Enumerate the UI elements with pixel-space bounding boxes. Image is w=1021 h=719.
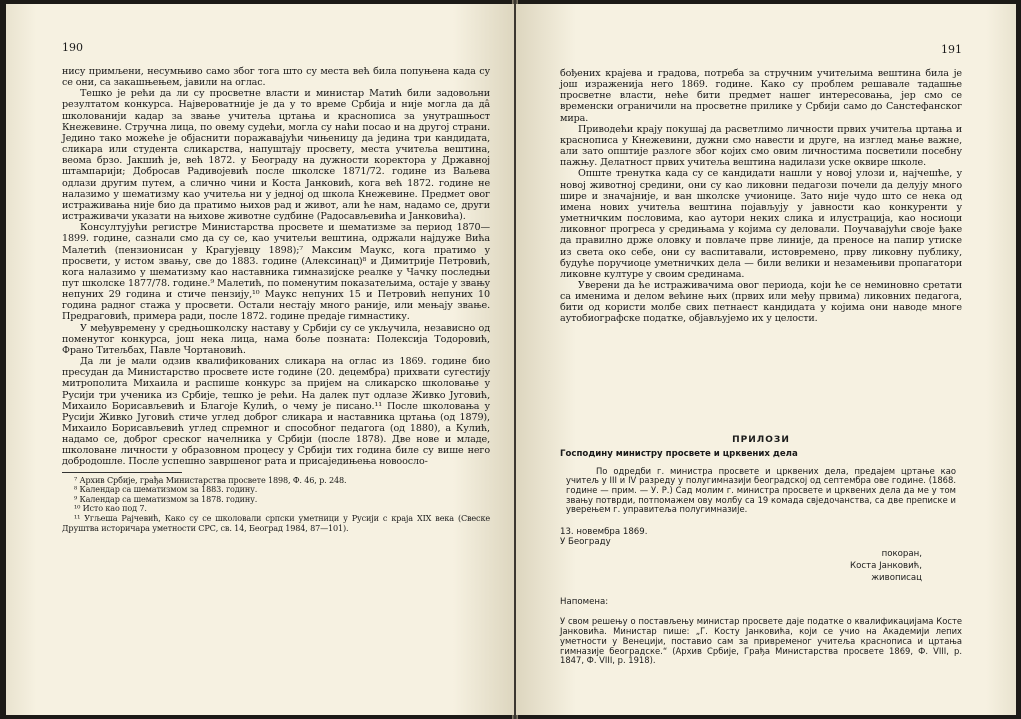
paragraph: бођених крајева и градова, потреба за стручним учитељима вештина била је још израженија него 1869. године. Како су проблем решавале тадашње просветне власти, неће бити предмет нашег интересовања, јер смо се временски ограничили на просветне прилике у Србији само до Санстефанског мира. (560, 68, 962, 124)
paragraph: У међувремену у средњошколску наставу у Србији су се укључила, независно од поменутог конкурса, још нека лица, нама боље позната: Полексија Тодоровић, Франо Титељбах, Павле Чортановић. (62, 322, 490, 356)
paragraph: Тешко је рећи да ли су просветне власти и министар Матић били задовољни резултатом конкурса. Највероватније је да у то време Србија и није могла да дâ школованији кадар за звање учитеља цртања и краснописа за унутрашњост Кнежевине. Стручна лица, по овему судећи, могла су наћи посао и на другој страни. Једино тако можеће је објаснити поражавајући чињеницу да једина три кандидата, сликара или студента сликарства, напуштају просвету, места учитеља вештина, веома брзо. Јакшић је, већ 1872. у Београду на дужности коректора у Државној штампарији; Добросав Радивојевић после школске 1871/72. године из Ваљева одлази другим путем, а слично чини и Коста Јанковић, кога већ 1872. године не налазимо у шематизму као учитеља ни у једној од школа Кнежевине. Предмет овог истраживања није био да пратимо њихов рад и живот, али ће нам, надамо се, други истраживачи указати на њихове животне судбине (Радосављевића и Јанковића). (62, 88, 490, 223)
right-page (516, 4, 1016, 715)
footnotes (62, 476, 490, 534)
letter-signer-title: живописац (871, 573, 922, 584)
letter-place: У Београду (560, 537, 611, 548)
letter-signature: Коста Јанковић, (850, 561, 922, 572)
footnote-rule (62, 472, 182, 473)
footnote: ¹⁰ Исто као под 7. (74, 503, 147, 514)
footnote: ⁹ Календар са шематизмом за 1878. годину. (74, 493, 258, 504)
left-page (6, 4, 514, 715)
paragraph: Уверени да ће истраживачима овог периода, који ће се неминовно сретати са именима и делом већине њих (првих или међу првима) ликовних педагога, бити од користи молбе свих петнаест кандидата у којима они наводе многе аутобиографске податке, објављујемо их у целости. (560, 279, 962, 325)
footnote: ⁷ Архив Србије, грађа Министарства просвете 1898, Ф. 46, р. 248. (74, 474, 347, 485)
paragraph: нису примљени, несумњиво само због тога што су места већ била попуњена када су се они, са закашњењем, јавили на оглас. (62, 66, 490, 89)
paragraph: Опште тренутка када су се кандидати нашли у новој улози и, најчешће, у новој животној средини, они су као ликовни педагози почели да делују много шире и значајније, и ван школске учионице. Зато није чудо што се нека од имена нових учитеља вештина појављују у јавности као конкуренти у уметничким пословима, као аутори неких слика и илустрација, као носиоци ликовног прогреса у средињама у којима су деловали. Поучавајући своје ђаке да правилно држе оловку и повлаче прве линије, да преносе на папир утиске из света око себе, они су васпитавали, истовремено, прву ликовну публику, будуће поручиоце уметничких дела — били велики и незамењиви пропагатори ликовне културе у своим срединама. (560, 168, 962, 280)
note-heading: Напомена: (560, 597, 609, 608)
letter-address: Господину министру просвете и црквених дела (560, 448, 798, 459)
right-body-text (560, 68, 962, 325)
letter-date: 13. новембра 1869. (560, 527, 648, 538)
note-body: У свом решењу о постављењу министар просвете даје податке о квалификацијама Косте Јанковића. Министар пише: „Г. Косту Јанковића, који се учио на Академији лепих уметности у Венецији, поставио сам за привременог учитеља краснописа и цртања гимназије београдске.“ (Архив Србије, Грађа Министарства просвете 1869, Ф. VIII, р. 1847, Ф. VIII, р. 1918). (560, 616, 962, 666)
paragraph: Консултујући регистре Министарства просвете и шематизме за период 1870—1899. године, сазнали смо да су се, као учитељи вештина, одржали најдуже Вића Малетић (пензионисан у Крагујевцу 1898);⁷ Максим Маукс, кога пратимо у просвети, у истом звању, све до 1883. године (Алексинац)⁸ и Димитрије Петровић, кога налазимо у шематизму као наставника гимназијске реалке у Чачку последњи пут школске 1877/78. године.⁹ Малетић, по поменутим показатељима, остаје у звању непуних 29 година и стиче пензију,¹⁰ Маукс непуних 15 и Петровић непуних 10 година радног стажа у просвети. Остали нестају много раније, или мењају звање. Предраговић, примера ради, после 1872. године предаје гимнастику. (62, 222, 490, 323)
page-number-right: 191 (941, 43, 962, 56)
paragraph: Приводећи крају покушај да расветлимо личности првих учитеља цртања и краснописа у Кнежевини, дужни смо навести и друге, на изглед мање важне, али зато општије разлоге због којих смо овим личностима посветили посебну пажњу. Делатност првих учитеља вештина надилази уске оквире школе. (560, 123, 962, 169)
appendix-title: ПРИЛОЗИ (732, 434, 790, 445)
appendix-section (560, 435, 962, 667)
paragraph: Да ли је мали одзив квалификованих сликара на оглас из 1869. године био пресудан да Министарство просвете исте године (20. децембра) прихвати сугестију митрополита Михаила и распише конкурс за пријем на сликарско школовање у Русији три ученика из Србије, тешко је рећи. На далек пут одлазе Живко Југовић, Михаило Борисављевић и Благоје Кулић, о чему је писано.¹¹ После школовања у Русији Живко Југовић стиче углед доброг сликара и наставника цртања (од 1879), Михаило Борисављевић углед спремног и способног педагога (од 1880), а Кулић, надамо се, доброг среског начелника у Србији (после 1878). Две нове и младе, школоване личности у образовном процесу у Србији тих година биле су више него добродошле. После успешно завршеног рата и присаједињења новоосло- (62, 356, 490, 468)
left-body-text (62, 66, 490, 468)
footnote: ¹¹ Угљеша Рајчевић, Како су се школовали српски уметници у Русији с краја XIX века (Свеске Друштва историчара уметности СРС, св. 14, Београд 1984, 87—101). (62, 513, 490, 533)
letter-closing: покоран, (881, 549, 922, 560)
footnote: ⁸ Календар са шематизмом за 1883. годину. (74, 484, 258, 495)
letter-body: По одредби г. министра просвете и црквених дела, предајем цртање као учитељ у III и IV разреду у полугимназији београдској од септембра ове године. (1868. године — прим. — У. Р.) Сад молим г. министра просвете и црквених дела да ме у том звању потврди, потпомажем ову молбу са 19 комада свједочанства, са две преписке и уверењем г. управитеља полугимназије. (566, 465, 956, 515)
page-number-left: 190 (62, 41, 83, 54)
